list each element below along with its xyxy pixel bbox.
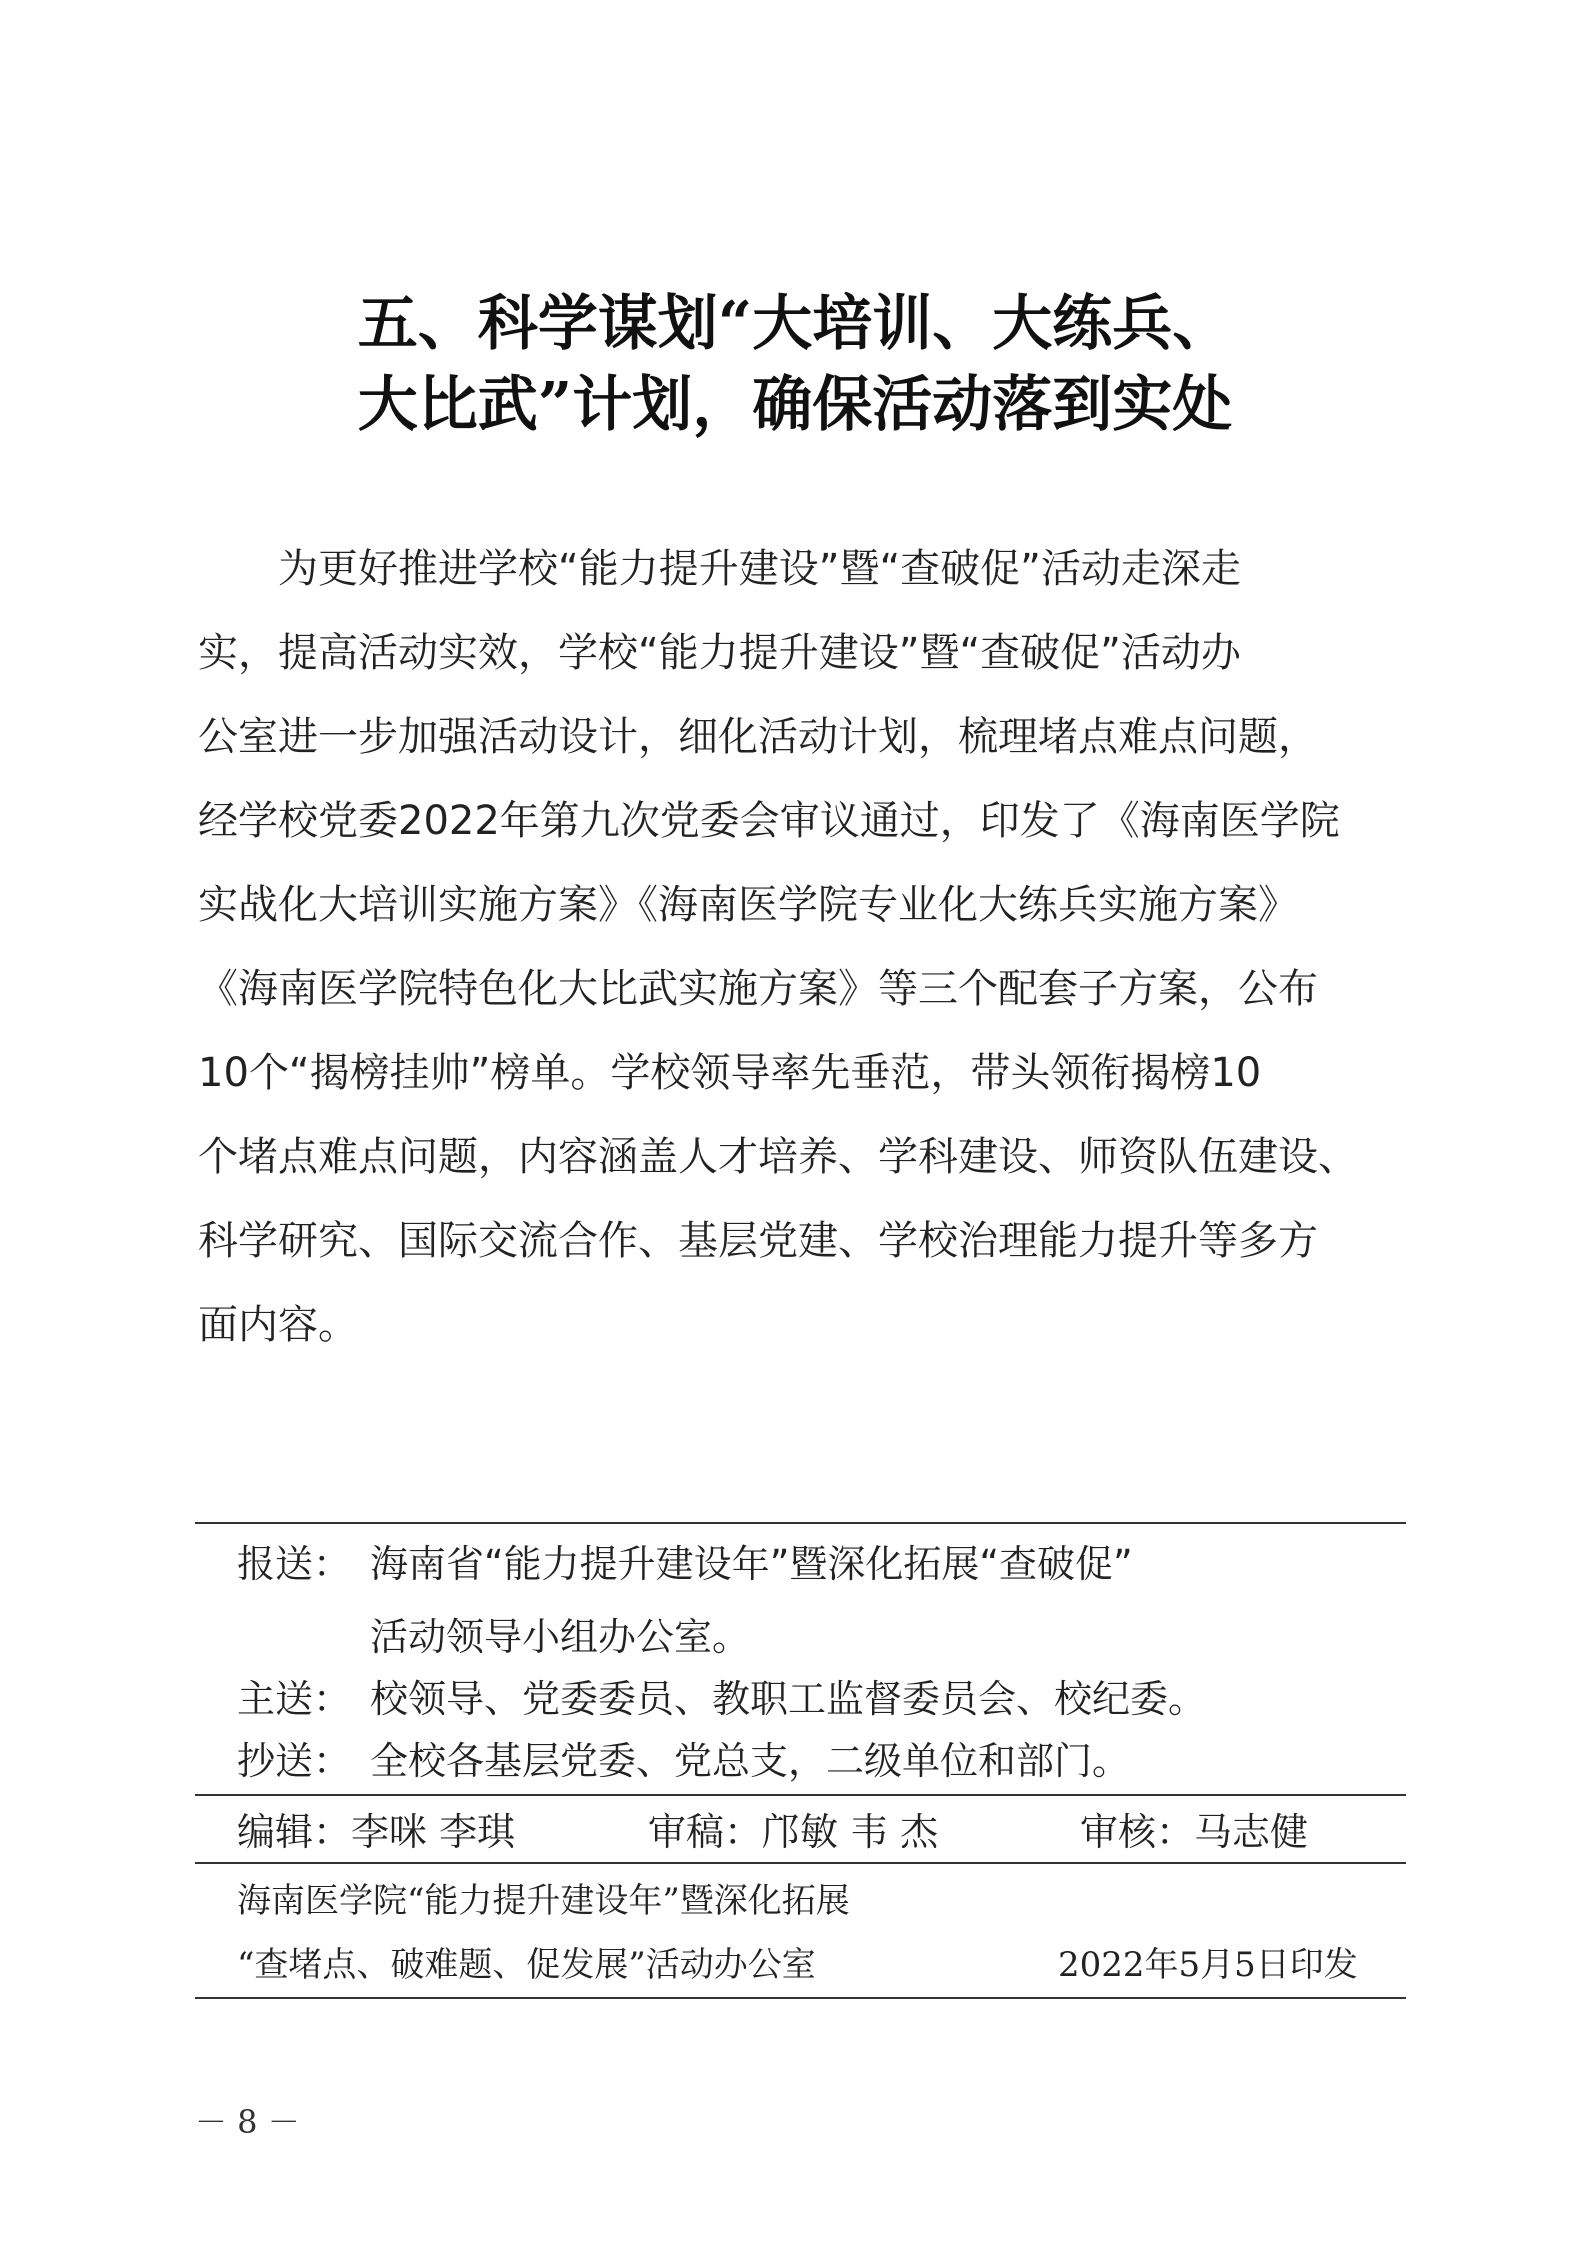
divider-editors-bottom: [195, 1862, 1406, 1864]
body-line: 面内容。: [198, 1302, 358, 1348]
body-line: 实，提高活动实效，学校“能力提升建设”暨“查破促”活动办: [198, 630, 1241, 676]
body-line: 个堵点难点问题，内容涵盖人才培养、学科建设、师资队伍建设、: [198, 1134, 1358, 1180]
body-line: 公室进一步加强活动设计，细化活动计划，梳理堵点难点问题，: [198, 714, 1318, 760]
section-heading-line-2: 大比武”计划，确保活动落到实处: [357, 370, 1233, 440]
issuer-line-2: “查堵点、破难题、促发展”活动办公室: [237, 1945, 816, 1985]
issue-date: 2022年5月5日印发: [1058, 1945, 1358, 1985]
issuer-line-1: 海南医学院“能力提升建设年”暨深化拓展: [237, 1881, 850, 1921]
report-text-line-1: 海南省“能力提升建设年”暨深化拓展“查破促”: [370, 1542, 1133, 1586]
main-recipient-label: 主送：: [237, 1677, 352, 1721]
main-recipient-text: 校领导、党委委员、教职工监督委员会、校纪委。: [370, 1677, 1207, 1721]
body-line: 经学校党委2022年第九次党委会审议通过，印发了《海南医学院: [198, 798, 1340, 844]
report-label: 报送：: [237, 1542, 352, 1586]
body-line: 10个“揭榜挂帅”榜单。学校领导率先垂范，带头领衔揭榜10: [198, 1050, 1262, 1096]
body-line: 实战化大培训实施方案》《海南医学院专业化大练兵实施方案》: [198, 882, 1298, 928]
divider-bottom: [195, 1997, 1406, 1999]
divider-top: [195, 1522, 1406, 1524]
page-number: － 8 －: [195, 2103, 300, 2141]
body-line: 为更好推进学校“能力提升建设”暨“查破促”活动走深走: [278, 546, 1241, 592]
report-text-line-2: 活动领导小组办公室。: [370, 1615, 751, 1659]
editor-credit: 编辑：李咪 李琪: [237, 1810, 516, 1854]
body-line: 科学研究、国际交流合作、基层党建、学校治理能力提升等多方: [198, 1218, 1318, 1264]
approver-credit: 审核：马志健: [1080, 1810, 1309, 1854]
copy-recipient-label: 抄送：: [237, 1739, 352, 1783]
reviewer-credit: 审稿：邝敏 韦 杰: [648, 1810, 939, 1854]
body-line: 《海南医学院特色化大比武实施方案》等三个配套子方案，公布: [198, 966, 1318, 1012]
divider-editors-top: [195, 1794, 1406, 1796]
copy-recipient-text: 全校各基层党委、党总支，二级单位和部门。: [370, 1739, 1131, 1783]
section-heading-line-1: 五、科学谋划“大培训、大练兵、: [357, 289, 1233, 359]
